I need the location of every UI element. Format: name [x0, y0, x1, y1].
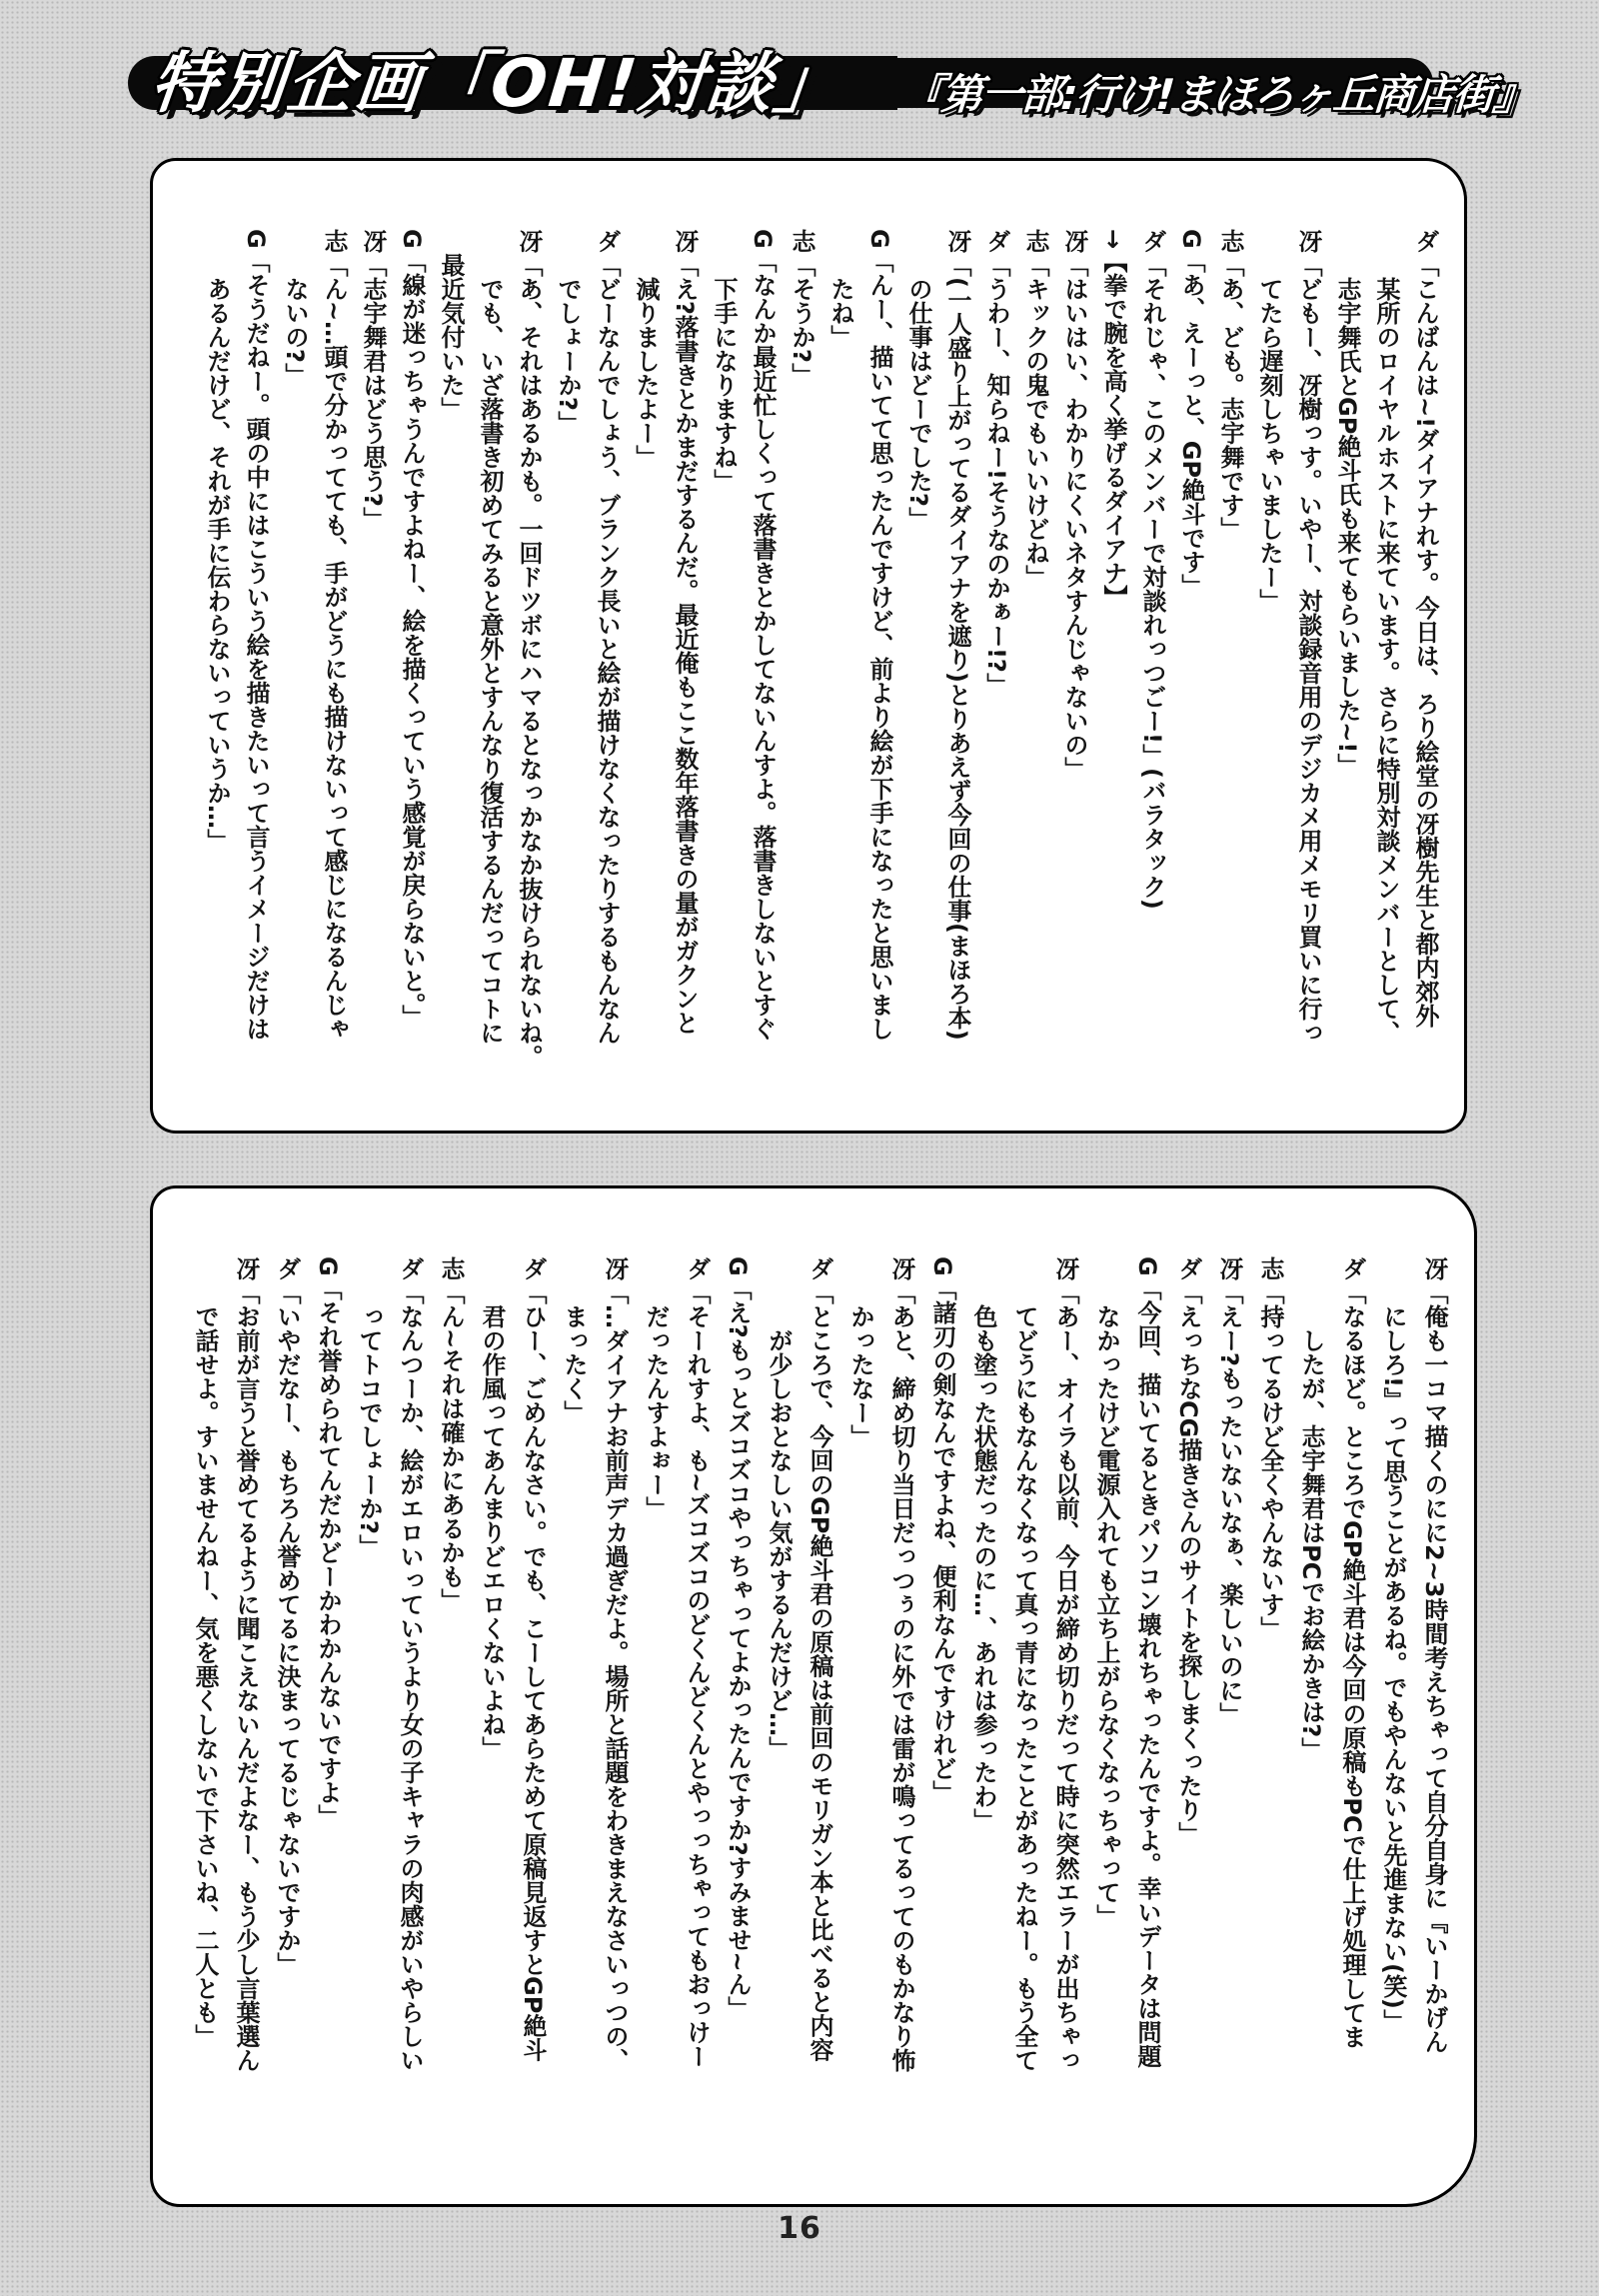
dialogue-line: 冴「お前が言うと誉めてるように聞こえないんだよなー、もう少し言葉選ん	[232, 1256, 260, 2072]
dialogue-line: なかったけど電源入れても立ち上がらなくなっちゃって」	[1092, 1304, 1120, 1928]
dialogue-text-part1	[153, 161, 1464, 1131]
dialogue-line: G「あ、えーっと、GP絶斗です」	[1177, 229, 1205, 598]
dialogue-line: G「それ誉められてんだかどーかわかんないですよ」	[314, 1256, 342, 1828]
dialogue-line: →【拳で腕を高く挙げるダイアナ】	[1099, 229, 1127, 610]
dialogue-line: たね」	[826, 277, 854, 349]
dialogue-line: にしろ!』って思うことがあるね。でもやんないと先進まない(笑)」	[1379, 1304, 1407, 2033]
dialogue-line: ダ「どーなんでしょう、ブランク長いと絵が描けなくなったりするもんなん	[593, 229, 621, 1045]
dialogue-line: ダ「なんつーか、絵がエロいっていうより女の子キャラの肉感がいやらしい	[396, 1256, 424, 2072]
dialogue-box-part1	[150, 158, 1467, 1134]
dialogue-line: 志「あ、ども。志宇舞です」	[1216, 229, 1244, 541]
dialogue-line: G「諸刃の剣なんですよね、便利なんですけれど」	[928, 1256, 956, 1804]
dialogue-line: 冴「あー、オイラも以前、今日が締め切りだって時に突然エラーが出ちゃっ	[1051, 1256, 1079, 2072]
page-title: 特別企画「OH!対談」	[147, 45, 846, 122]
dialogue-line: ってトコでしょーか?」	[355, 1304, 383, 1558]
dialogue-line: 冴「はいはい、わかりにくいネタすんじゃないの」	[1060, 229, 1088, 781]
dialogue-line: 最近気付いた」	[437, 253, 465, 421]
dialogue-line: 志「ん~…頭で分かってても、手がどうにも描けないって感じになるんじゃ	[320, 229, 348, 1042]
dialogue-line: 下手になりますね」	[710, 277, 738, 493]
dialogue-line: したが、志宇舞君はPCでお絵かきは?」	[1297, 1328, 1325, 1762]
dialogue-line: が少しおとなしい気がするんだけど…」	[765, 1328, 793, 1760]
dialogue-line: ダ「ところで、今回のGP絶斗君の原稿は前回のモリガン本と比べると内容	[805, 1256, 833, 2062]
dialogue-line: 冴「…ダイアナお前声デカ過ぎだよ。場所と話題をわきまえなさいっつの、	[601, 1256, 629, 2072]
dialogue-line: 某所のロイヤルホストに来ています。さらに特別対談メンバーとして、	[1372, 277, 1400, 1045]
dialogue-line: ダ「えっちなCG描きさんのサイトを探しまくったり」	[1174, 1256, 1202, 1846]
dialogue-line: でしょーか?」	[554, 277, 582, 435]
dialogue-line: てどうにもなんなくなって真っ青になったことがあったねー。もう全て	[1010, 1304, 1038, 2072]
dialogue-line: G「んー、描いてて思ったんですけど、前より絵が下手になったと思いまし	[865, 229, 893, 1041]
dialogue-line: G「なんか最近忙しくって落書きとかしてないんすよ。落書きしないとすぐ	[749, 229, 777, 1041]
dialogue-line: 冴「志宇舞君はどう思う?」	[359, 229, 387, 531]
dialogue-line: ダ「なるほど。ところでGP絶斗君は今回の原稿もPCで仕上げ処理してま	[1338, 1256, 1366, 2049]
dialogue-line: 志「持ってるけど全くやんないす」	[1256, 1256, 1284, 1640]
dialogue-line: まったく」	[560, 1304, 588, 1424]
dialogue-line: 冴「あ、それはあるかも。一回ドツボにハマるとなっかなか抜けられないね。	[515, 229, 543, 1069]
dialogue-line: の仕事はどーでした?」	[904, 277, 932, 531]
dialogue-line: 志「そうか?」	[788, 229, 815, 387]
page-subtitle: 『第一部:行け!まほろヶ丘商店街』	[899, 70, 1535, 119]
dialogue-line: 志「ん~それは確かにあるかも」	[437, 1256, 465, 1613]
dialogue-line: ダ「うわー、知らねー!そうなのかぁー!?」	[982, 229, 1010, 697]
dialogue-line: 冴「俺も一コマ描くのにに2~3時間考えちゃって自分自身に『いーかげん	[1420, 1256, 1448, 2054]
dialogue-line: G「え?もっとズコズコやっちゃってよかったんですか?すみませ~ん」	[724, 1256, 752, 2020]
dialogue-line: 志「キックの鬼でもいいけどね」	[1021, 229, 1049, 589]
dialogue-line: ダ「そーれすよ、も~ズコズコのどくんどくんとやっっちゃってもおっけー	[683, 1256, 711, 2069]
dialogue-line: 色も塗った状態だったのに…、あれは参ったわ」	[969, 1304, 997, 1832]
dialogue-line: G「そうだねー。頭の中にはこういう絵を描きたいって言うイメージだけは	[242, 229, 270, 1041]
dialogue-line: で話せよ。すいませんねー、気を悪くしないで下さいね、二人とも」	[191, 1304, 219, 2048]
dialogue-line: ダ「いやだなー、もちろん誉めてるに決まってるじゃないですか」	[273, 1256, 301, 1976]
dialogue-line: てたら遅刻しちゃいましたー」	[1255, 277, 1283, 613]
dialogue-line: 冴「え?落書きとかまだするんだ。最近俺もここ数年落書きの量がガクンと	[671, 229, 699, 1035]
dialogue-line: かったなー」	[846, 1304, 874, 1448]
dialogue-line: 減りましたよー」	[632, 277, 660, 469]
dialogue-line: ダ「それじゃ、このメンバーで対談れっつごー!」(バラタック)	[1138, 229, 1166, 910]
dialogue-line: G「今回、描いてるときパソコン壊れちゃったんですよ。幸いデータは問題	[1133, 1256, 1161, 2068]
dialogue-line: でも、いざ落書き初めてみると意外とすんなり復活するんだってコトに	[476, 277, 504, 1045]
dialogue-line: 冴「えー?もったいないなぁ、楽しいのに」	[1215, 1256, 1243, 1726]
dialogue-line: だったんすよぉー」	[642, 1304, 670, 1520]
dialogue-line: ダ「ひー、ごめんなさい。でも、こーしてあらためて原稿見返すとGP絶斗	[519, 1256, 547, 2062]
dialogue-line: 君の作風ってあんまりどエロくないよね」	[478, 1304, 506, 1760]
dialogue-line: 冴「(一人盛り上がってるダイアナを遮り)とりあえず今回の仕事(まほろ本)	[943, 229, 971, 1041]
dialogue-line: G「線が迷っちゃうんですよねー、絵を描くっていう感覚が戻らないと。」	[398, 229, 426, 1029]
dialogue-line: 冴「あと、締め切り当日だっつぅのに外では雷が鳴ってるってのもかなり怖	[887, 1256, 915, 2072]
dialogue-line: あるんだけど、それが手に伝わらないっていうか…」	[203, 277, 231, 853]
dialogue-line: ダ「こんばんは~!ダイアナれす。今日は、ろり絵堂の冴樹先生と都内郊外	[1411, 229, 1439, 1029]
dialogue-line: 志宇舞氏とGP絶斗氏も来てもらいました~!」	[1333, 277, 1361, 778]
dialogue-line: 冴「どもー、冴樹っす。いやー、対談録音用のデジカメ用メモリ買いに行っ	[1294, 229, 1322, 1045]
dialogue-text-part2	[153, 1188, 1474, 2204]
dialogue-line: ないの?」	[281, 277, 309, 387]
page-number: 16	[778, 2211, 821, 2246]
dialogue-box-part2	[150, 1185, 1477, 2207]
